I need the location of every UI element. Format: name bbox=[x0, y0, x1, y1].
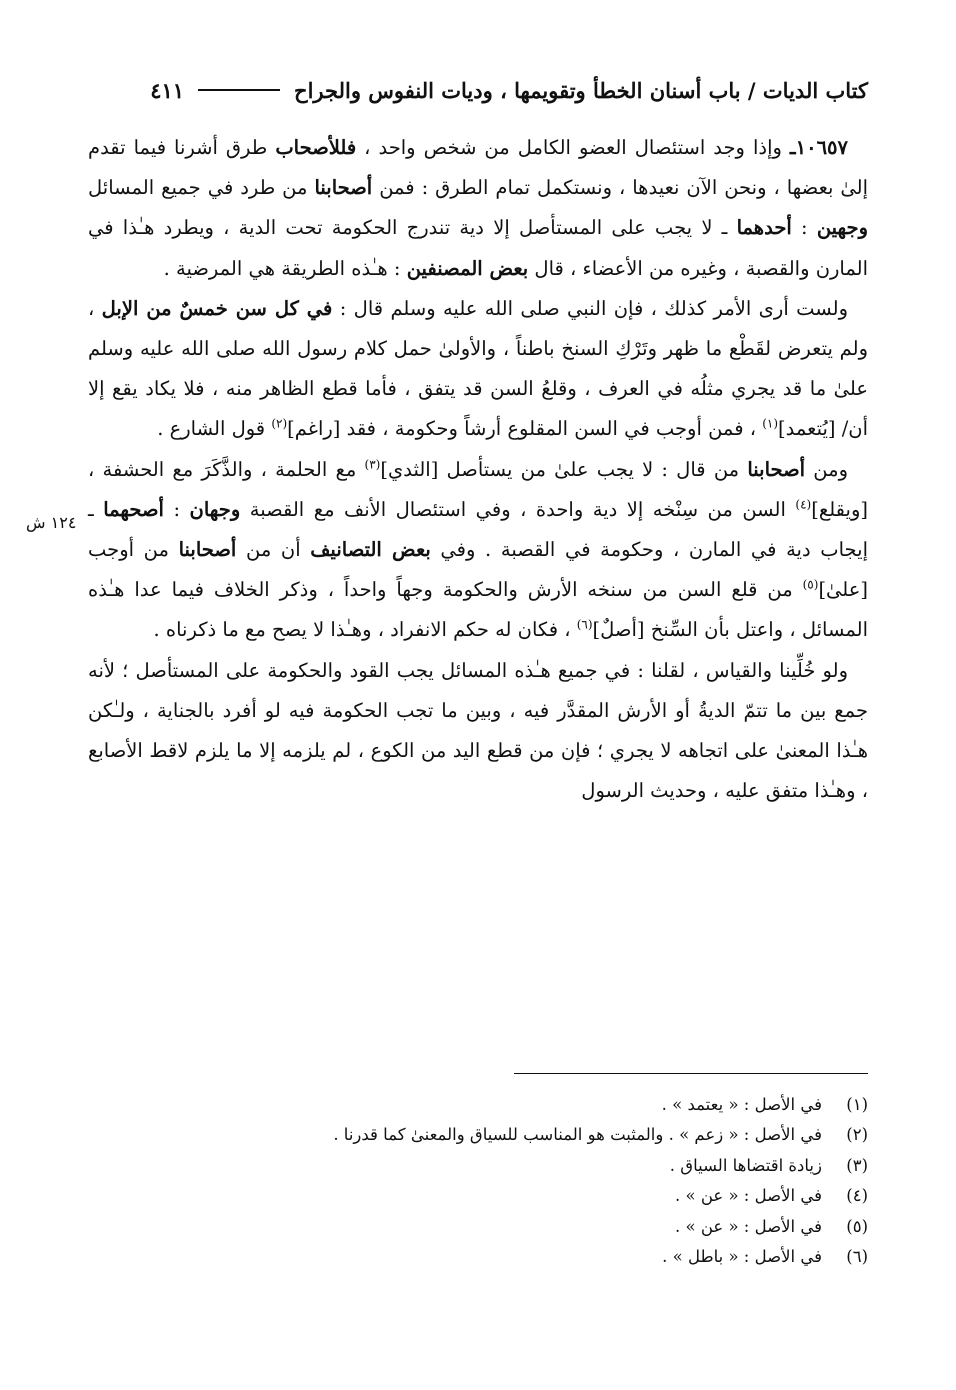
text-run: قول الشارع . bbox=[157, 417, 272, 441]
footnote-marker: (١) bbox=[762, 416, 779, 431]
footnote-text: في الأصل : « يعتمد » . bbox=[661, 1095, 822, 1114]
footnote-text: في الأصل : « باطل » . bbox=[662, 1247, 822, 1267]
paragraph bbox=[88, 450, 868, 651]
footnote-marker: (٦) bbox=[576, 617, 593, 632]
header-rule bbox=[198, 89, 280, 91]
footnote-marker: (٣) bbox=[364, 457, 381, 472]
footnote-separator bbox=[514, 1073, 868, 1074]
running-header bbox=[100, 70, 868, 110]
footnote bbox=[88, 1151, 868, 1181]
bold-term: وجهان bbox=[189, 497, 241, 521]
footnote-number: (٢) bbox=[846, 1125, 868, 1145]
text-run: من أوجب [علىٰ] bbox=[88, 538, 868, 602]
footnote bbox=[88, 1120, 868, 1150]
paragraph bbox=[88, 289, 868, 450]
bold-term: أصحابنا bbox=[178, 538, 237, 562]
bold-term: أصحهما bbox=[103, 497, 164, 521]
footnote-marker: (٢) bbox=[271, 416, 288, 431]
text-run: أن من bbox=[236, 538, 311, 562]
footnote-text: في الأصل : « زعم » . والمثبت هو المناسب للسياق والمعنىٰ كما قدرنا . bbox=[333, 1125, 822, 1145]
text-run: ، فمن أوجب في السن المقلوع أرشاً وحكومة ، فقد [راغم] bbox=[287, 417, 763, 441]
page-number: ٤١١ bbox=[150, 77, 185, 103]
bold-term: بعض التصانيف bbox=[310, 538, 431, 562]
text-run: : هـٰذه الطريقة هي المرضية . bbox=[163, 256, 407, 280]
text-run: ـ إيجاب دية في المارن ، وحكومة في القصبة . وفي bbox=[88, 497, 868, 562]
text-run: ـ لا يجب على المستأصل إلا دية تندرج الحكومة تحت الدية ، ويطرد هـٰذا في المارن والقصبة ، وغيره من الأعضاء ، قال bbox=[88, 216, 868, 280]
text-run: من قال : لا يجب علىٰ من يستأصل [الثدي] bbox=[380, 457, 748, 481]
footnote bbox=[88, 1242, 868, 1272]
footnote-number: (٥) bbox=[846, 1216, 868, 1236]
text-run: ولو خُلِّينا والقياس ، لقلنا : في جميع هـٰذه المسائل يجب القود والحكومة على المستأصل ؛ لأنه جمع بين ما تتمّ الديةُ أو الأرش المقدَّر فيه ، وبين ما تجب الحكومة فيه لو أفرد بالجناية ، ولـٰكن هـٰذا المعنىٰ على اتجاهه لا يجري ؛ فإن من قطع اليد من الكوع ، لم يلزمه إلا ما يلزم لاقط الأصابع ، وهـٰذا متفق عليه ، وحديث الرسول bbox=[88, 658, 868, 803]
footnote-text: في الأصل : « عن » . bbox=[674, 1216, 822, 1236]
text-run: طرق أشرنا فيما تقدم إلىٰ بعضها ، ونحن الآن نعيدها ، ونستكمل تمام الطرق : فمن bbox=[88, 136, 868, 200]
text-run: مع الحلمة ، والذَّكَرَ مع الحشفة ، [ويقلع] bbox=[88, 457, 868, 521]
text-run: ومن bbox=[805, 457, 848, 481]
footnote-number: (١) bbox=[846, 1095, 868, 1114]
bold-term: بعض المصنفين bbox=[406, 256, 529, 280]
text-run: من قلع السن من سنخه الأرش والحكومة وجهاً واحداً ، وذكر الخلاف فيما عدا هـٰذه المسائل ، واعتل بأن السِّنخ [أصلٌ] bbox=[88, 578, 868, 642]
footnote bbox=[88, 1181, 868, 1211]
footnote-number: (٦) bbox=[846, 1247, 868, 1267]
bold-term: وجهين bbox=[816, 216, 869, 240]
header-title: كتاب الديات / باب أسنان الخطأ وتقويمها ، وديات النفوس والجراح bbox=[294, 77, 868, 103]
text-run: من طرد في جميع المسائل bbox=[88, 176, 315, 200]
bold-term: ١٠٦٥٧ـ bbox=[789, 136, 848, 159]
text-run: : bbox=[791, 216, 817, 240]
footnotes bbox=[88, 1090, 868, 1272]
footnote-marker: (٤) bbox=[795, 497, 812, 512]
text-run: وإذا وجد استئصال العضو الكامل من شخص واحد ، bbox=[356, 136, 790, 159]
text-run: ، فكان له حكم الانفراد ، وهـٰذا لا يصح مع ما ذكرناه . bbox=[153, 618, 577, 642]
text-run: ولست أرى الأمر كذلك ، فإن النبي صلى الله عليه وسلم قال : bbox=[332, 296, 848, 320]
footnote-number: (٣) bbox=[846, 1155, 868, 1175]
bold-term: أصحابنا bbox=[747, 457, 806, 481]
bold-term: أصحابنا bbox=[314, 176, 373, 200]
bold-term: أحدهما bbox=[736, 216, 792, 240]
text-run: ، ولم يتعرض لقَطْع ما ظهر وتَرْكِ السنخ باطناً ، والأولىٰ حمل كلام رسول الله صلى الله عليه وسلم علىٰ ما قد يجري مثلُه في العرف ، وقلعُ السن قد يتفق ، فأما قطع الظاهر منه ، فلا يكاد يقع إلا أن/ [يُتعمد] bbox=[88, 296, 868, 441]
text-run: : bbox=[163, 497, 190, 521]
bold-term: فللأصحاب bbox=[275, 136, 357, 159]
footnote-text: في الأصل : « عن » . bbox=[674, 1186, 822, 1206]
paragraph bbox=[88, 651, 868, 812]
footnote-text: زيادة اقتضاها السياق . bbox=[669, 1155, 822, 1175]
footnote bbox=[88, 1212, 868, 1242]
footnote-number: (٤) bbox=[846, 1186, 868, 1206]
footnote-marker: (٥) bbox=[802, 577, 819, 592]
main-text bbox=[88, 128, 868, 811]
bold-term: في كل سن خمسٌ من الإبل bbox=[101, 296, 333, 320]
margin-manuscript-note: ١٢٤ ش bbox=[26, 513, 77, 532]
footnote bbox=[88, 1090, 868, 1120]
text-run: السن من سِنْخه إلا دية واحدة ، وفي استئصال الأنف مع القصبة bbox=[240, 497, 796, 521]
paragraph bbox=[88, 128, 868, 289]
